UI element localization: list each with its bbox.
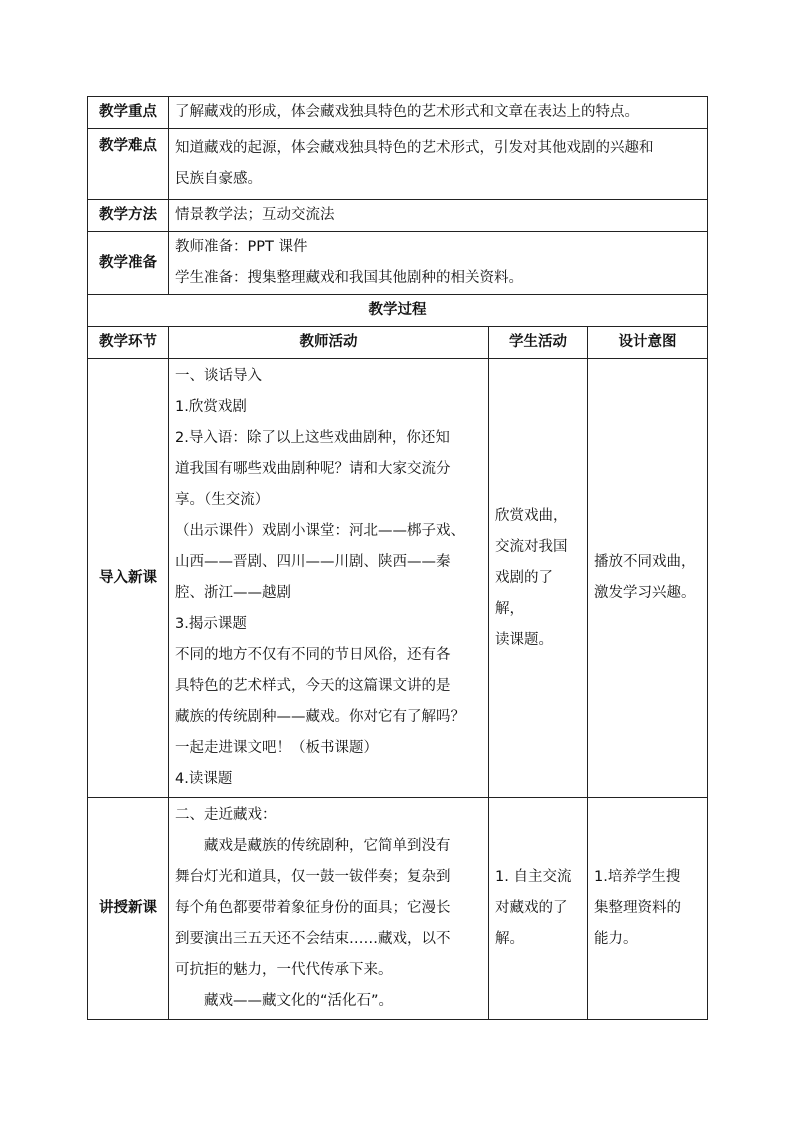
teaching-focus-text — [169, 97, 708, 129]
text-line: 舞台灯光和道具，仅一鼓一钹伴奏；复杂到 — [175, 869, 451, 885]
section-row-new-lesson — [88, 798, 708, 1020]
teacher-activity-intro — [169, 359, 489, 798]
teacher-activity-new-lesson — [169, 798, 489, 1020]
column-header-row — [88, 327, 708, 359]
text-line: 戏剧的了解， — [495, 569, 553, 617]
text-line: （出示课件）戏剧小课堂：河北——梆子戏、 — [175, 523, 465, 539]
label-teaching-focus: 教学重点 — [88, 97, 169, 129]
process-title: 教学过程 — [88, 295, 708, 327]
text-line: 学生准备：搜集整理藏戏和我国其他剧种的相关资料。 — [175, 270, 523, 286]
text-line: 享。（生交流） — [175, 492, 270, 508]
teaching-difficulty-text — [169, 129, 708, 200]
text-line: 教师准备：PPT 课件 — [175, 239, 308, 255]
text-line: 到要演出三五天还不会结束……藏戏，以不 — [175, 931, 451, 947]
text-line: 藏戏是藏族的传统剧种，它简单到没有 — [204, 838, 451, 854]
text-line: 集整理资料的 — [594, 900, 681, 916]
design-intent-intro — [588, 359, 708, 798]
info-row-preparation — [88, 232, 708, 295]
text-line: 了解藏戏的形成，体会藏戏独具特色的艺术形式和文章在表达上的特点。 — [175, 104, 639, 120]
text-line: 欣赏戏曲， — [495, 507, 568, 524]
text-line: 交流对我国 — [495, 538, 568, 555]
text-line: 读课题。 — [495, 631, 553, 648]
text-line: 一、谈话导入 — [175, 368, 262, 384]
text-line: 腔、浙江——越剧 — [175, 585, 291, 601]
column-header-intent: 设计意图 — [588, 327, 708, 359]
text-line: 激发学习兴趣。 — [594, 585, 696, 601]
student-activity-new-lesson — [489, 798, 588, 1020]
teaching-method-text — [169, 200, 708, 232]
text-line: 播放不同戏曲， — [594, 554, 696, 570]
process-title-row — [88, 295, 708, 327]
text-line: 藏族的传统剧种——藏戏。你对它有了解吗？ — [175, 709, 465, 725]
text-line: 对藏戏的了 — [495, 900, 568, 916]
text-line: 道我国有哪些戏曲剧种呢？请和大家交流分 — [175, 461, 451, 477]
text-line: 二、走近藏戏： — [175, 807, 277, 823]
text-line: 一起走进课文吧！（板书课题） — [175, 740, 378, 756]
text-line: 1. 自主交流 — [495, 869, 572, 885]
teaching-preparation-text — [169, 232, 708, 295]
text-line: 2.导入语：除了以上这些戏曲剧种，你还知 — [175, 430, 450, 446]
column-header-teacher: 教师活动 — [169, 327, 489, 359]
label-teaching-method: 教学方法 — [88, 200, 169, 232]
section-label-new-lesson: 讲授新课 — [88, 798, 169, 1020]
text-line: 知道藏戏的起源，体会藏戏独具特色的艺术形式，引发对其他戏剧的兴趣和 — [175, 140, 654, 156]
text-line: 1.欣赏戏剧 — [175, 399, 247, 415]
text-line: 解。 — [495, 931, 524, 947]
column-header-stage: 教学环节 — [88, 327, 169, 359]
text-line: 民族自豪感。 — [175, 171, 262, 187]
info-row-focus — [88, 97, 708, 129]
text-line: 4.读课题 — [175, 771, 233, 787]
student-activity-intro — [489, 359, 588, 798]
text-line: 具特色的艺术样式，今天的这篇课文讲的是 — [175, 678, 451, 694]
column-header-student: 学生活动 — [489, 327, 588, 359]
text-line: 情景教学法；互动交流法 — [175, 207, 335, 223]
section-label-intro: 导入新课 — [88, 359, 169, 798]
text-line: 不同的地方不仅有不同的节日风俗，还有各 — [175, 647, 451, 663]
text-line: 能力。 — [594, 931, 638, 947]
section-row-intro — [88, 359, 708, 798]
lesson-plan-table — [87, 96, 708, 1020]
text-line: 3.揭示课题 — [175, 616, 247, 632]
text-line: 藏戏——藏文化的“活化石”。 — [204, 993, 394, 1009]
info-row-method — [88, 200, 708, 232]
text-line: 1.培养学生搜 — [594, 869, 681, 885]
label-teaching-difficulty: 教学难点 — [88, 129, 169, 200]
text-line: 可抗拒的魅力，一代代传承下来。 — [175, 962, 393, 978]
label-teaching-preparation: 教学准备 — [88, 232, 169, 295]
text-line: 每个角色都要带着象征身份的面具；它漫长 — [175, 900, 451, 916]
info-row-difficulty — [88, 129, 708, 200]
design-intent-new-lesson — [588, 798, 708, 1020]
text-line: 山西——晋剧、四川——川剧、陕西——秦 — [175, 554, 451, 570]
